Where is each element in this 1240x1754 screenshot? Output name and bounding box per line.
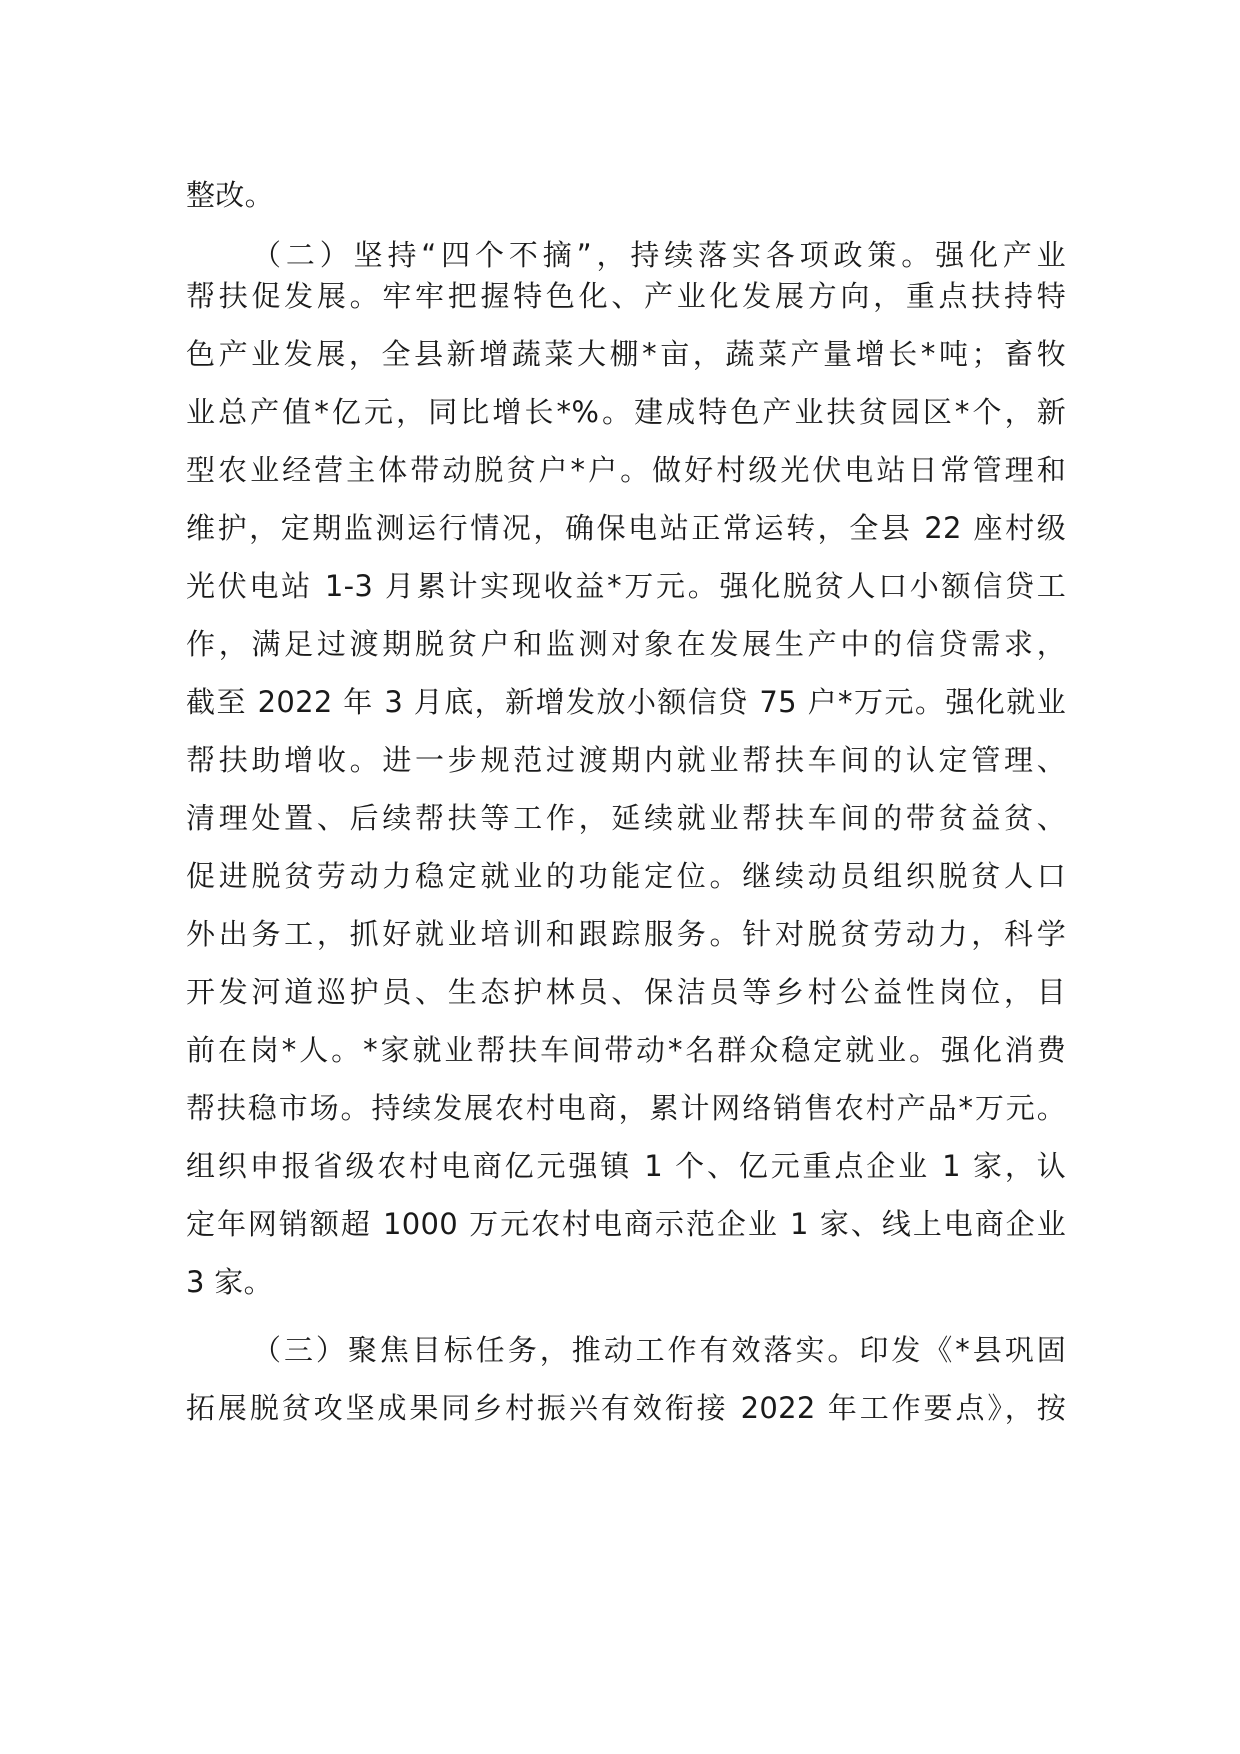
text-line: 整改。 — [186, 178, 274, 212]
text-line: 开发河道巡护员、生态护林员、保洁员等乡村公益性岗位，目 — [186, 975, 1066, 1009]
text-line: 型农业经营主体带动脱贫户*户。做好村级光伏电站日常管理和 — [186, 453, 1066, 487]
section-heading-line: （二）坚持“四个不摘”，持续落实各项政策。强化产业 — [252, 238, 1066, 272]
text-line: 业总产值*亿元，同比增长*%。建成特色产业扶贫园区*个，新 — [186, 395, 1066, 429]
text-line: 组织申报省级农村电商亿元强镇 1 个、亿元重点企业 1 家，认 — [186, 1149, 1066, 1183]
text-line: 前在岗*人。*家就业帮扶车间带动*名群众稳定就业。强化消费 — [186, 1033, 1066, 1067]
text-line: 清理处置、后续帮扶等工作，延续就业帮扶车间的带贫益贫、 — [186, 801, 1066, 835]
text-line: 定年网销额超 1000 万元农村电商示范企业 1 家、线上电商企业 — [186, 1207, 1066, 1241]
text-line: 帮扶促发展。牢牢把握特色化、产业化发展方向，重点扶持特 — [186, 279, 1066, 313]
text-line: 促进脱贫劳动力稳定就业的功能定位。继续动员组织脱贫人口 — [186, 859, 1066, 893]
text-line: 色产业发展，全县新增蔬菜大棚*亩，蔬菜产量增长*吨；畜牧 — [186, 337, 1066, 371]
text-line: 作，满足过渡期脱贫户和监测对象在发展生产中的信贷需求， — [186, 627, 1066, 661]
text-line: 维护，定期监测运行情况，确保电站正常运转，全县 22 座村级 — [186, 511, 1066, 545]
section-heading-line: （三）聚焦目标任务，推动工作有效落实。印发《*县巩固 — [252, 1333, 1066, 1367]
text-line: 光伏电站 1-3 月累计实现收益*万元。强化脱贫人口小额信贷工 — [186, 569, 1066, 603]
text-line: 截至 2022 年 3 月底，新增发放小额信贷 75 户*万元。强化就业 — [186, 685, 1066, 719]
text-line: 3 家。 — [186, 1265, 273, 1299]
text-line: 帮扶稳市场。持续发展农村电商，累计网络销售农村产品*万元。 — [186, 1091, 1066, 1125]
text-line: 帮扶助增收。进一步规范过渡期内就业帮扶车间的认定管理、 — [186, 743, 1066, 777]
text-line: 外出务工，抓好就业培训和跟踪服务。针对脱贫劳动力，科学 — [186, 917, 1066, 951]
text-line: 拓展脱贫攻坚成果同乡村振兴有效衔接 2022 年工作要点》，按 — [186, 1391, 1066, 1425]
